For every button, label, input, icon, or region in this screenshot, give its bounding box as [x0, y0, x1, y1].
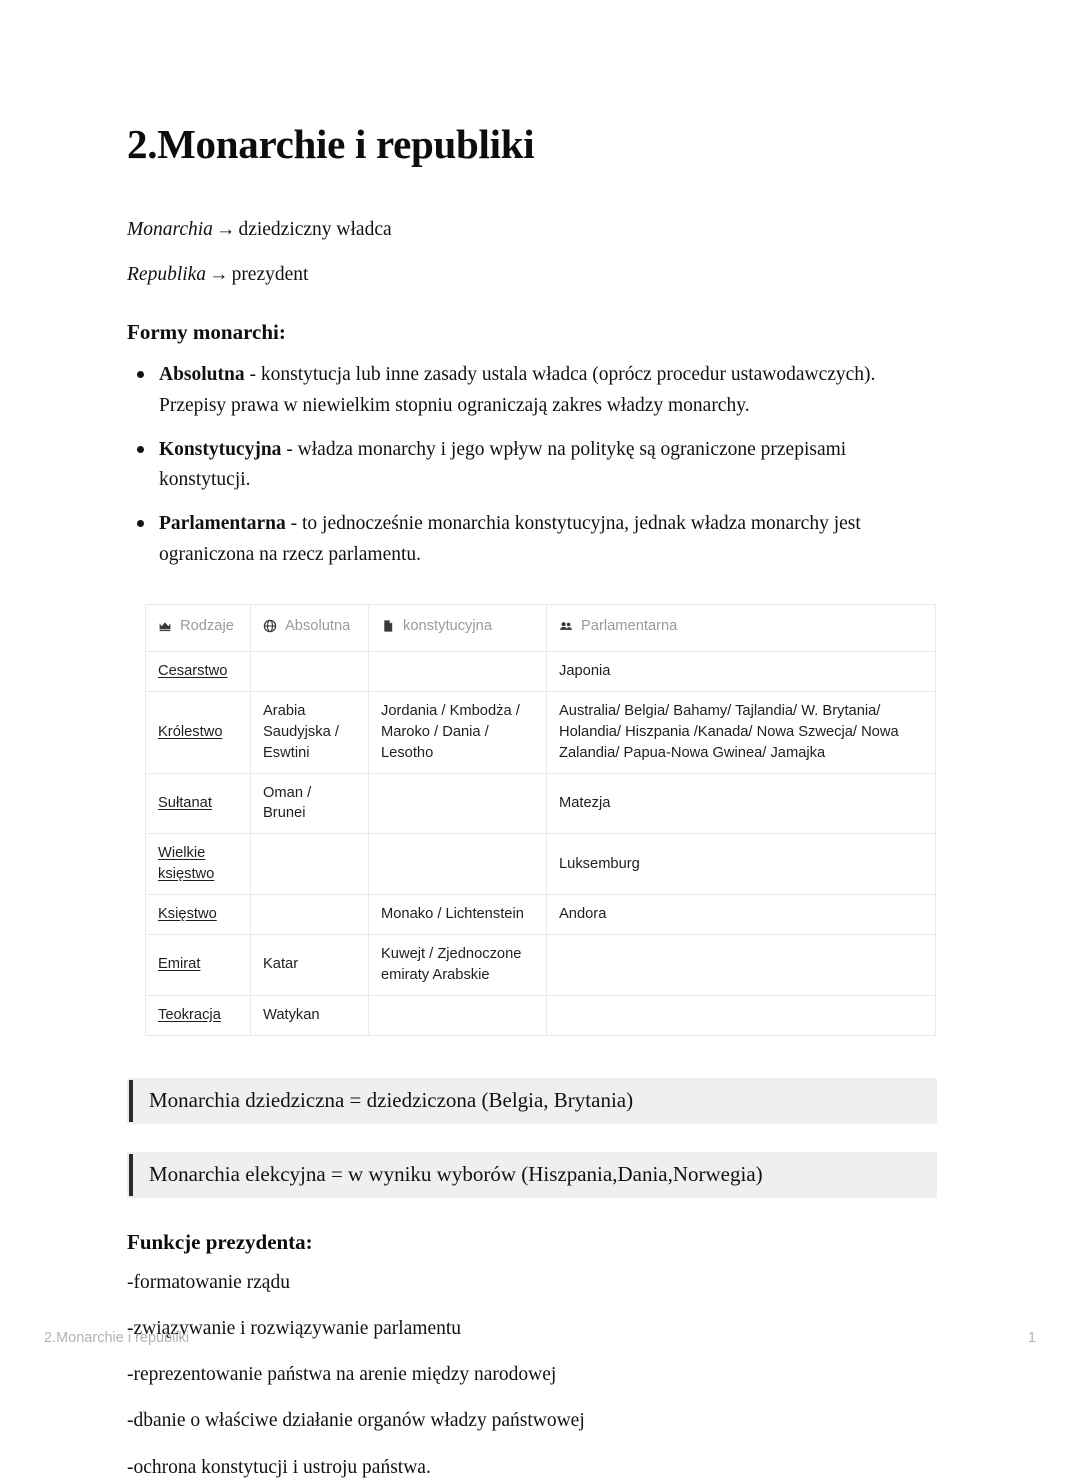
page-footer: [44, 1330, 1036, 1346]
cell-absolutna: [251, 834, 369, 895]
callout-hereditary: [127, 1078, 937, 1124]
cell-kind: [146, 995, 251, 1035]
callout-text: Monarchia elekcyjna = w wyniku wyborów (Hiszpania,Dania,Norwegia): [149, 1162, 763, 1187]
forms-heading: Formy monarchi:: [127, 320, 286, 345]
arrow-icon: →: [215, 218, 236, 240]
list-item-label: Konstytucyjna: [159, 438, 282, 460]
callout-text: Monarchia dziedziczna = dziedziczona (Belgia, Brytania): [149, 1088, 634, 1113]
table-row: [146, 691, 936, 773]
footer-page-number: 1: [1027, 1330, 1036, 1346]
cell-kind-label: Cesarstwo: [158, 663, 228, 680]
cell-parlamentarna: Australia/ Belgia/ Bahamy/ Tajlandia/ W. Brytania/ Holandia/ Hiszpania /Kanada/ Nowa Szwecja/ Nowa Zalandia/ Papua-Nowa Gwinea/ Jamajka: [547, 691, 936, 773]
list-item: [127, 435, 937, 495]
forms-list: [127, 345, 937, 569]
table-row: [146, 895, 936, 935]
column-header-konstytucyjna: [369, 604, 547, 651]
cell-kind-label: Teokracja: [158, 1006, 221, 1023]
cell-kind-label: Emirat: [158, 956, 201, 973]
footer-title: 2.Monarchie i republiki: [44, 1330, 190, 1346]
definition-value: prezydent: [231, 264, 309, 286]
cell-absolutna: [251, 652, 369, 692]
cell-kind-label: Sułtanat: [158, 795, 212, 811]
cell-konstytucyjna: [369, 773, 547, 834]
cell-absolutna: [251, 895, 369, 935]
definition-republika: [127, 261, 937, 289]
document-icon: [381, 619, 395, 633]
column-header-label: Absolutna: [285, 617, 351, 634]
crown-icon: [158, 619, 172, 633]
functions-heading: Funkcje prezydenta:: [127, 1229, 313, 1254]
cell-kind-label: Królestwo: [158, 723, 223, 740]
function-item: -dbanie o właściwe działanie organów władzy państwowej: [127, 1410, 585, 1432]
table-row: [146, 834, 936, 895]
cell-kind: [146, 691, 251, 773]
page-title: 2.Monarchie i republiki: [127, 121, 535, 167]
column-header-label: Rodzaje: [180, 617, 234, 634]
cell-absolutna: Oman / Brunei: [251, 773, 369, 834]
cell-kind: [146, 834, 251, 895]
table-row: [146, 995, 936, 1035]
list-item-text: - władza monarchy i jego wpływ na politykę są ograniczone przepisami konstytucji.: [159, 438, 847, 491]
cell-kind: [146, 773, 251, 834]
column-header-parlamentarna: [547, 604, 936, 651]
table-body: [146, 652, 936, 1036]
cell-kind: [146, 895, 251, 935]
definition-monarchia: [127, 216, 937, 244]
table-header-row: [146, 604, 936, 651]
definition-term: Monarchia: [127, 218, 213, 240]
cell-parlamentarna: Japonia: [547, 652, 936, 692]
function-item: -związywanie i rozwiązywanie parlamentu: [127, 1317, 462, 1339]
definition-term: Republika: [127, 264, 207, 286]
cell-parlamentarna: [547, 934, 936, 995]
cell-absolutna: Watykan: [251, 995, 369, 1035]
cell-parlamentarna: Andora: [547, 895, 936, 935]
table-row: [146, 934, 936, 995]
list-item-text: - to jednocześnie monarchia konstytucyjna, jednak władza monarchy jest ograniczona na rzecz parlamentu.: [159, 513, 861, 565]
kinds-table-wrapper: [145, 604, 935, 1036]
function-item: -reprezentowanie państwa na arenie między narodowej: [127, 1364, 557, 1386]
definition-value: dziedziczny władca: [238, 218, 392, 240]
cell-kind: [146, 652, 251, 692]
cell-konstytucyjna: [369, 995, 547, 1035]
callout-elective: [127, 1152, 937, 1198]
cell-konstytucyjna: Monako / Lichtenstein: [369, 895, 547, 935]
function-item: -ochrona konstytucji i ustroju państwa.: [127, 1456, 431, 1478]
cell-parlamentarna: Luksemburg: [547, 834, 936, 895]
cell-absolutna: Katar: [251, 934, 369, 995]
list-item: [127, 509, 937, 569]
globe-icon: [263, 619, 277, 633]
list-item-label: Absolutna: [159, 364, 245, 386]
cell-kind: [146, 934, 251, 995]
cell-konstytucyjna: [369, 652, 547, 692]
cell-parlamentarna: Matezja: [547, 773, 936, 834]
table-row: [146, 652, 936, 692]
people-icon: [559, 619, 573, 633]
function-item: -formatowanie rządu: [127, 1271, 290, 1293]
cell-kind-label: Wielkie księstwo: [158, 845, 215, 883]
column-header-absolutna: [251, 604, 369, 651]
arrow-icon: →: [209, 264, 229, 286]
table-row: [146, 773, 936, 834]
cell-konstytucyjna: [369, 834, 547, 895]
list-item-label: Parlamentarna: [159, 513, 286, 535]
column-header-label: Parlamentarna: [581, 617, 678, 634]
cell-parlamentarna: [547, 995, 936, 1035]
cell-konstytucyjna: Kuwejt / Zjednoczone emiraty Arabskie: [369, 934, 547, 995]
kinds-table: [145, 604, 936, 1036]
list-item-text: - konstytucja lub inne zasady ustala władca (oprócz procedur ustawodawczych). Przepisy prawa w niewielkim stopniu ograniczają zakres władzy monarchy.: [159, 364, 876, 416]
column-header-rodzaje: [146, 604, 251, 651]
column-header-label: konstytucyjna: [403, 617, 492, 634]
cell-kind-label: Księstwo: [158, 906, 217, 923]
page-content: [127, 0, 937, 1482]
list-item: [127, 360, 937, 420]
cell-konstytucyjna: Jordania / Kmbodża / Maroko / Dania / Lesotho: [369, 691, 547, 773]
cell-absolutna: Arabia Saudyjska / Eswtini: [251, 691, 369, 773]
